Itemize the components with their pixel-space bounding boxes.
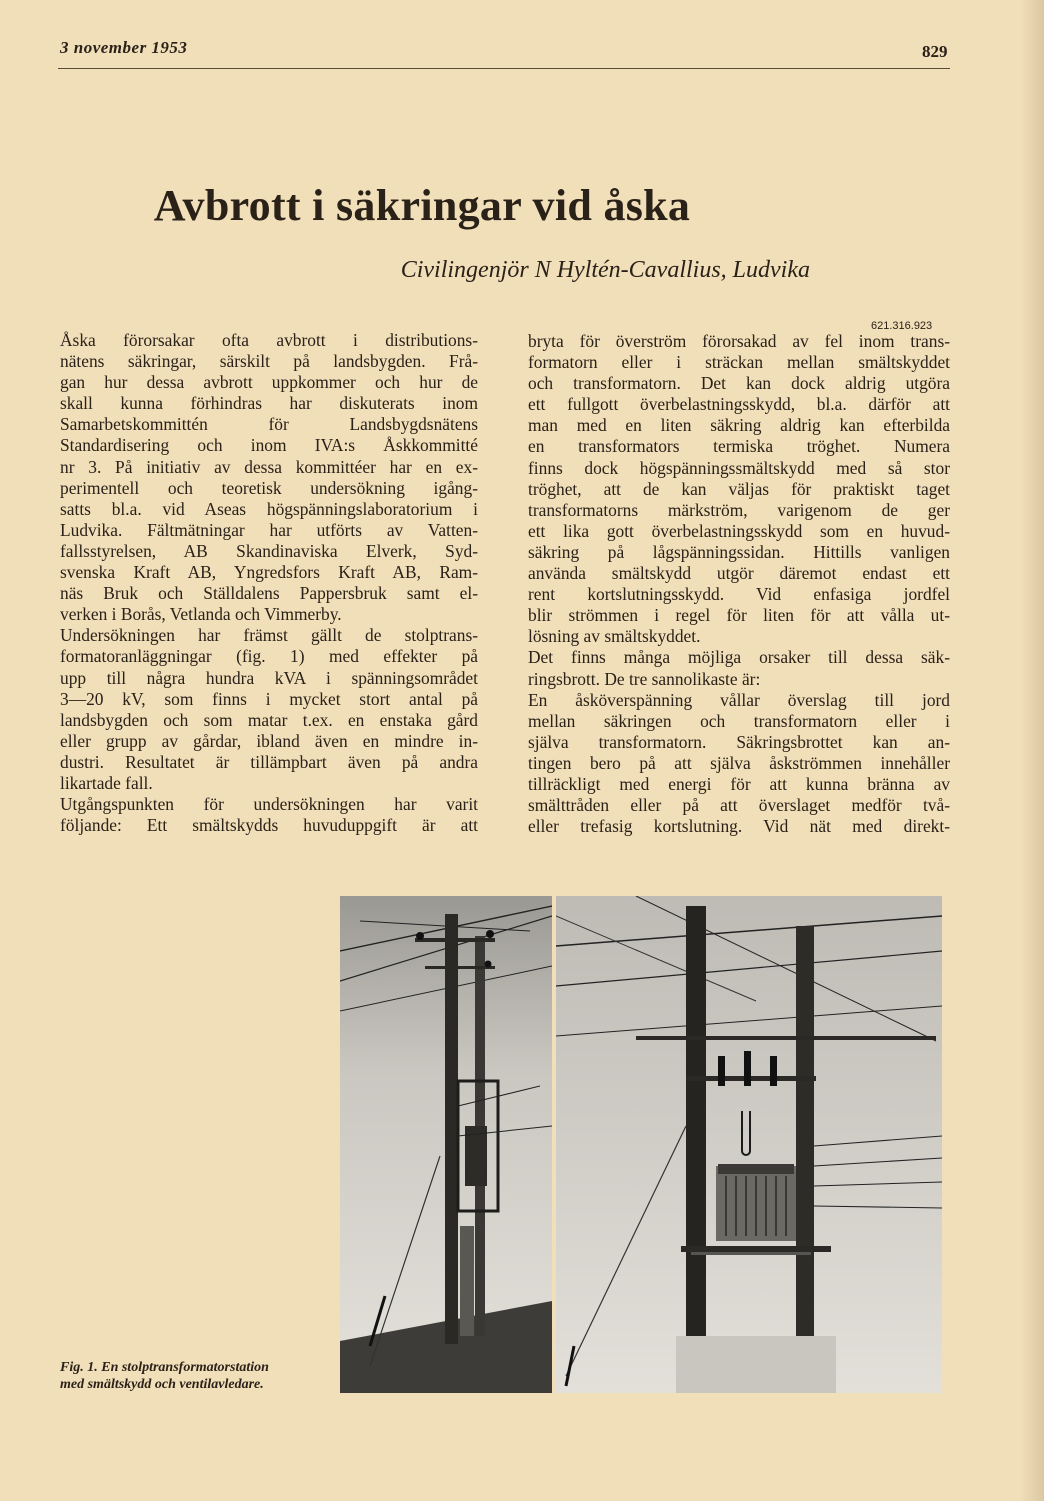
text-line: säkring på lågspänningssidan. Hittills vanligen bbox=[528, 541, 950, 562]
text-line: 3—20 kV, som finns i mycket stort antal på bbox=[60, 688, 478, 709]
text-line: satts bl.a. vid Aseas högspänningslaboratorium i bbox=[60, 498, 478, 519]
text-line: eller grupp av gårdar, ibland även en mindre in- bbox=[60, 730, 478, 751]
text-line: tillräckligt med energi för att kunna bränna av bbox=[528, 773, 950, 794]
classification-number: 621.316.923 bbox=[871, 320, 933, 332]
text-line: ringsbrott. De tre sannolikaste är: bbox=[528, 668, 761, 689]
text-line: gan hur dessa avbrott uppkommer och hur de bbox=[60, 372, 478, 393]
text-line: likartade fall. bbox=[60, 772, 153, 793]
text-line: och transformatorn. Det kan dock aldrig utgöra bbox=[528, 373, 950, 394]
figure-photo-pole-side bbox=[340, 896, 552, 1393]
text-line: Standardisering och inom IVA:s Åskkommitté bbox=[60, 435, 478, 456]
text-line: tröghet, att de kan väljas för praktiskt taget bbox=[528, 478, 950, 499]
text-line: En åsköverspänning vållar överslag till jord bbox=[528, 689, 950, 710]
text-line: Undersökningen har främst gällt de stolptrans- bbox=[60, 625, 478, 646]
text-line: perimentell och teoretisk undersökning igång- bbox=[60, 477, 478, 498]
text-line: transformatorns märkström, varigenom de ger bbox=[528, 499, 950, 520]
header-rule bbox=[58, 68, 950, 69]
text-line: Det finns många möjliga orsaker till dessa säk- bbox=[528, 647, 950, 668]
text-line: man med en liten säkring aldrig kan efterbilda bbox=[528, 415, 950, 436]
text-line: eller trefasig kortslutning. Vid nät med direkt- bbox=[528, 816, 950, 837]
text-line: Utgångspunkten för undersökningen har varit bbox=[60, 794, 478, 815]
text-line: en transformators termiska tröghet. Numera bbox=[528, 436, 950, 457]
text-line: landsbygden och som matar t.ex. en enstaka gård bbox=[60, 709, 478, 730]
header-date: 3 november 1953 bbox=[60, 38, 188, 57]
right-column bbox=[528, 331, 950, 837]
text-line: lösning av smältskyddet. bbox=[528, 626, 701, 647]
text-line: upp till några hundra kVA i spänningsområdet bbox=[60, 667, 478, 688]
text-line: fallsstyrelsen, AB Skandinaviska Elverk, Syd- bbox=[60, 540, 478, 561]
text-line: använda smältskydd utgör däremot endast ett bbox=[528, 563, 950, 584]
text-line: ett lika gott överbelastningsskydd som en huvud- bbox=[528, 520, 950, 541]
caption-line: med smältskydd och ventilavledare. bbox=[60, 1377, 264, 1392]
text-line: formatorn eller i sträckan mellan smältskyddet bbox=[528, 352, 950, 373]
text-line: följande: Ett smältskydds huvuduppgift är att bbox=[60, 815, 478, 836]
text-line: finns dock högspänningssmältskydd med så stor bbox=[528, 457, 950, 478]
text-line: tingen bero på att själva åskströmmen innehåller bbox=[528, 752, 950, 773]
text-line: Samarbetskommittén för Landsbygdsnätens bbox=[60, 414, 478, 435]
page-edge-shadow bbox=[1020, 0, 1044, 1501]
article-author: Civilingenjör N Hyltén-Cavallius, Ludvika bbox=[400, 257, 810, 283]
left-column bbox=[60, 330, 478, 836]
text-line: Ludvika. Fältmätningar har utförts av Vatten- bbox=[60, 519, 478, 540]
text-line: dustri. Resultatet är tillämpbart även på andra bbox=[60, 751, 478, 772]
figure-photo-pole-front bbox=[556, 896, 942, 1393]
text-line: nätens säkringar, särskilt på landsbygden. Frå- bbox=[60, 351, 478, 372]
text-line: mellan säkringen och transformatorn eller i bbox=[528, 710, 950, 731]
text-line: verken i Borås, Vetlanda och Vimmerby. bbox=[60, 604, 342, 625]
text-line: blir strömmen i regel för liten för att vålla ut- bbox=[528, 605, 950, 626]
text-line: formatoranläggningar (fig. 1) med effekter på bbox=[60, 646, 478, 667]
caption-line: Fig. 1. En stolptransformatorstation bbox=[60, 1360, 269, 1375]
text-line: Åska förorsakar ofta avbrott i distributions- bbox=[60, 330, 478, 350]
text-line: nr 3. På initiativ av dessa kommittéer har en ex- bbox=[60, 456, 478, 477]
text-line: bryta för överström förorsakad av fel inom trans- bbox=[528, 331, 950, 351]
text-line: skall kunna förhindras har diskuterats inom bbox=[60, 393, 478, 414]
text-line: svenska Kraft AB, Yngredsfors Kraft AB, Ram- bbox=[60, 562, 478, 583]
text-line: smälttråden eller på att överslaget medför två- bbox=[528, 795, 950, 816]
article-title: Avbrott i säkringar vid åska bbox=[153, 181, 691, 230]
page-number: 829 bbox=[922, 42, 948, 61]
figure-caption bbox=[60, 1359, 269, 1393]
text-line: ett fullgott överbelastningsskydd, bl.a. därför att bbox=[528, 394, 950, 415]
text-line: rent kortslutningsskydd. Vid enfasiga jordfel bbox=[528, 584, 950, 605]
text-line: näs Bruk och Ställdalens Pappersbruk samt el- bbox=[60, 583, 478, 604]
text-line: själva transformatorn. Säkringsbrottet kan an- bbox=[528, 731, 950, 752]
